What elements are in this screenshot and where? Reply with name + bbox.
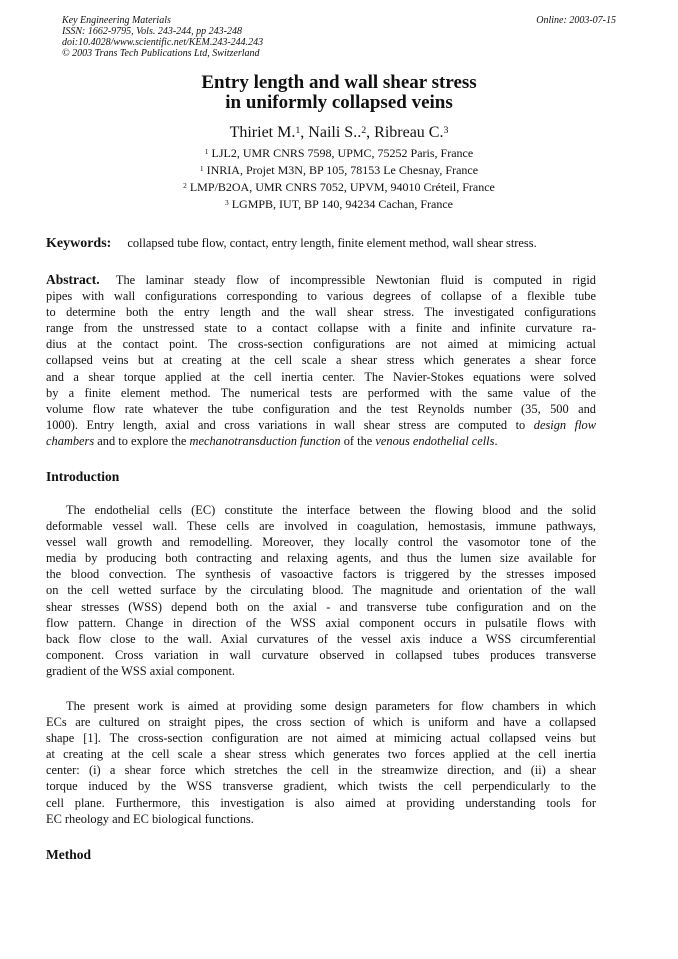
author-2: Naili S.. [308, 124, 362, 141]
heading-introduction: Introduction [46, 469, 120, 484]
intro-line: at creating at the cell scale a shear stress which generates two forces applied at the cell inertia [46, 747, 596, 762]
author-3: Ribreau C. [374, 124, 444, 141]
abstract-line: 1000). Entry length, axial and cross variations in wall shear stress are computed to design flow [46, 417, 597, 432]
affiliation-4: $^3$ LGMPB, IUT, BP 140, 94234 Cachan, France [224, 197, 454, 211]
intro-line: gradient of the WSS axial component. [46, 663, 236, 678]
author-list: Thiriet M.$^1$, Naili S..$^2$, Ribreau C.$^3$ [229, 124, 449, 141]
doi-line[interactable]: doi:10.4028/www.scientific.net/KEM.243-244.243 [62, 37, 264, 48]
author-2-mark: 2 [361, 124, 367, 136]
intro-line: shape [1]. The cross-section configuration are not aimed at mimicing actual collapsed veins but [46, 731, 596, 746]
keywords-text: collapsed tube flow, contact, entry length, finite element method, wall shear stress. [127, 236, 537, 250]
abstract [46, 272, 596, 449]
online-date: Online: 2003-07-15 [536, 15, 616, 26]
affiliation-3: $^2$ LMP/B2OA, UMR CNRS 7052, UPVM, 94010 Créteil, France [183, 180, 495, 194]
intro-paragraph-1 [46, 502, 596, 679]
abstract-line: collapsed veins but at creating at the cell scale a shear stress which generates a shear force [46, 353, 596, 368]
intro-line: vessel wall growth and remodelling. Moreover, they locally control the vasomotor tone of the [46, 535, 596, 550]
abstract-line: volume flow rate whatever the tube configuration and the test Reynolds number (35, 500 and [46, 401, 596, 416]
abstract-line: chambers and to explore the mechanotransduction function of the venous endothelial cells. [46, 433, 498, 448]
keywords [46, 235, 632, 252]
abstract-line: range from the unstressed state to a contact collapse with a finite and infinite curvature ra- [46, 321, 596, 336]
abstract-line: and a shear torque applied at the cell inertia center. The Navier-Stokes equations were solved [46, 369, 596, 384]
intro-line: component. Cross variation in wall curvature observed in collapsed tubes produces transverse [46, 647, 596, 662]
intro-line: The present work is aimed at providing some design parameters for flow chambers in which [66, 699, 596, 713]
journal-name: Key Engineering Materials [62, 15, 171, 26]
intro-paragraph-2 [46, 698, 596, 827]
abstract-line: pipes with wall configurations corresponding to various degrees of collapse of a flexible tube [46, 289, 596, 304]
author-1-mark: 1 [295, 124, 301, 136]
emphasis-mechanotransduction: mechanotransduction function [189, 433, 341, 448]
intro-line: EC rheology and EC biological functions. [46, 811, 254, 826]
intro-line: back flow close to the wall. Axial curvatures of the vessel axis induce a WSS circumferential [46, 631, 596, 646]
intro-line: shear stresses (WSS) depend both on the axial - and transverse tube configuration and on the [46, 599, 596, 614]
abstract-line: by a finite element method. The numerical tests are performed with the same value of the [46, 385, 596, 400]
issn-line: ISSN: 1662-9795, Vols. 243-244, pp 243-248 [62, 26, 242, 37]
intro-line: on the cell wetted surface by the circulating blood. The magnitude and orientation of the wall [46, 583, 596, 598]
title-line-1: Entry length and wall shear stress [201, 72, 477, 93]
abstract-line: dius at the contact point. The cross-section configurations are not aimed at mimicing actual [46, 337, 596, 352]
intro-line: deformable vessel wall. These cells are involved in coagulation, hemostasis, immune pathways, [46, 519, 596, 534]
abstract-line: to determine both the entry length and the wall shear stress. The investigated configurations [46, 305, 596, 320]
author-3-mark: 3 [443, 124, 449, 136]
intro-line: The endothelial cells (EC) constitute the interface between the flowing blood and the solid [66, 503, 596, 517]
journal-header [62, 15, 263, 59]
intro-line: flow pattern. Change in direction of the WSS axial component occurs in pulsatile flows with [46, 615, 596, 630]
abstract-label: Abstract. [46, 272, 100, 287]
title-line-2: in uniformly collapsed veins [225, 92, 453, 113]
copyright-line: © 2003 Trans Tech Publications Ltd, Switzerland [62, 48, 260, 59]
emphasis-design-flow: design flow [533, 417, 597, 432]
paper-title [0, 73, 678, 113]
affiliation-list [0, 145, 678, 213]
heading-method: Method [46, 847, 91, 862]
affiliation-2: $^1$ INRIA, Projet M3N, BP 105, 78153 Le Chesnay, France [199, 163, 479, 177]
author-1: Thiriet M. [229, 124, 296, 141]
intro-line: media by producing both contracting and relaxing agents, and thus the lumen size available for [46, 551, 596, 566]
keywords-label: Keywords: [46, 236, 112, 251]
emphasis-chambers: chambers [46, 433, 95, 448]
intro-line: cell plane. Furthermore, this investigation is also aimed at providing understanding tools for [46, 795, 596, 810]
intro-line: the blood convection. The synthesis of vasoactive factors is triggered by the stresses imposed [46, 567, 596, 582]
abstract-line: Abstract. The laminar steady flow of incompressible Newtonian fluid is computed in rigid [46, 272, 596, 287]
emphasis-venous-cells: venous endothelial cells [375, 433, 495, 448]
intro-line: torque induced by the WSS transverse gradient, which twists the cell perpendicularly to the [46, 779, 596, 794]
affiliation-1: $^1$ LJL2, UMR CNRS 7598, UPMC, 75252 Paris, France [204, 146, 474, 160]
intro-line: ECs are cultured on straight pipes, the cross section of which is uniform and have a collapsed [46, 715, 596, 730]
intro-line: center: (i) a shear force which stretches the cell in the streamwize direction, and (ii) a shear [46, 763, 596, 778]
